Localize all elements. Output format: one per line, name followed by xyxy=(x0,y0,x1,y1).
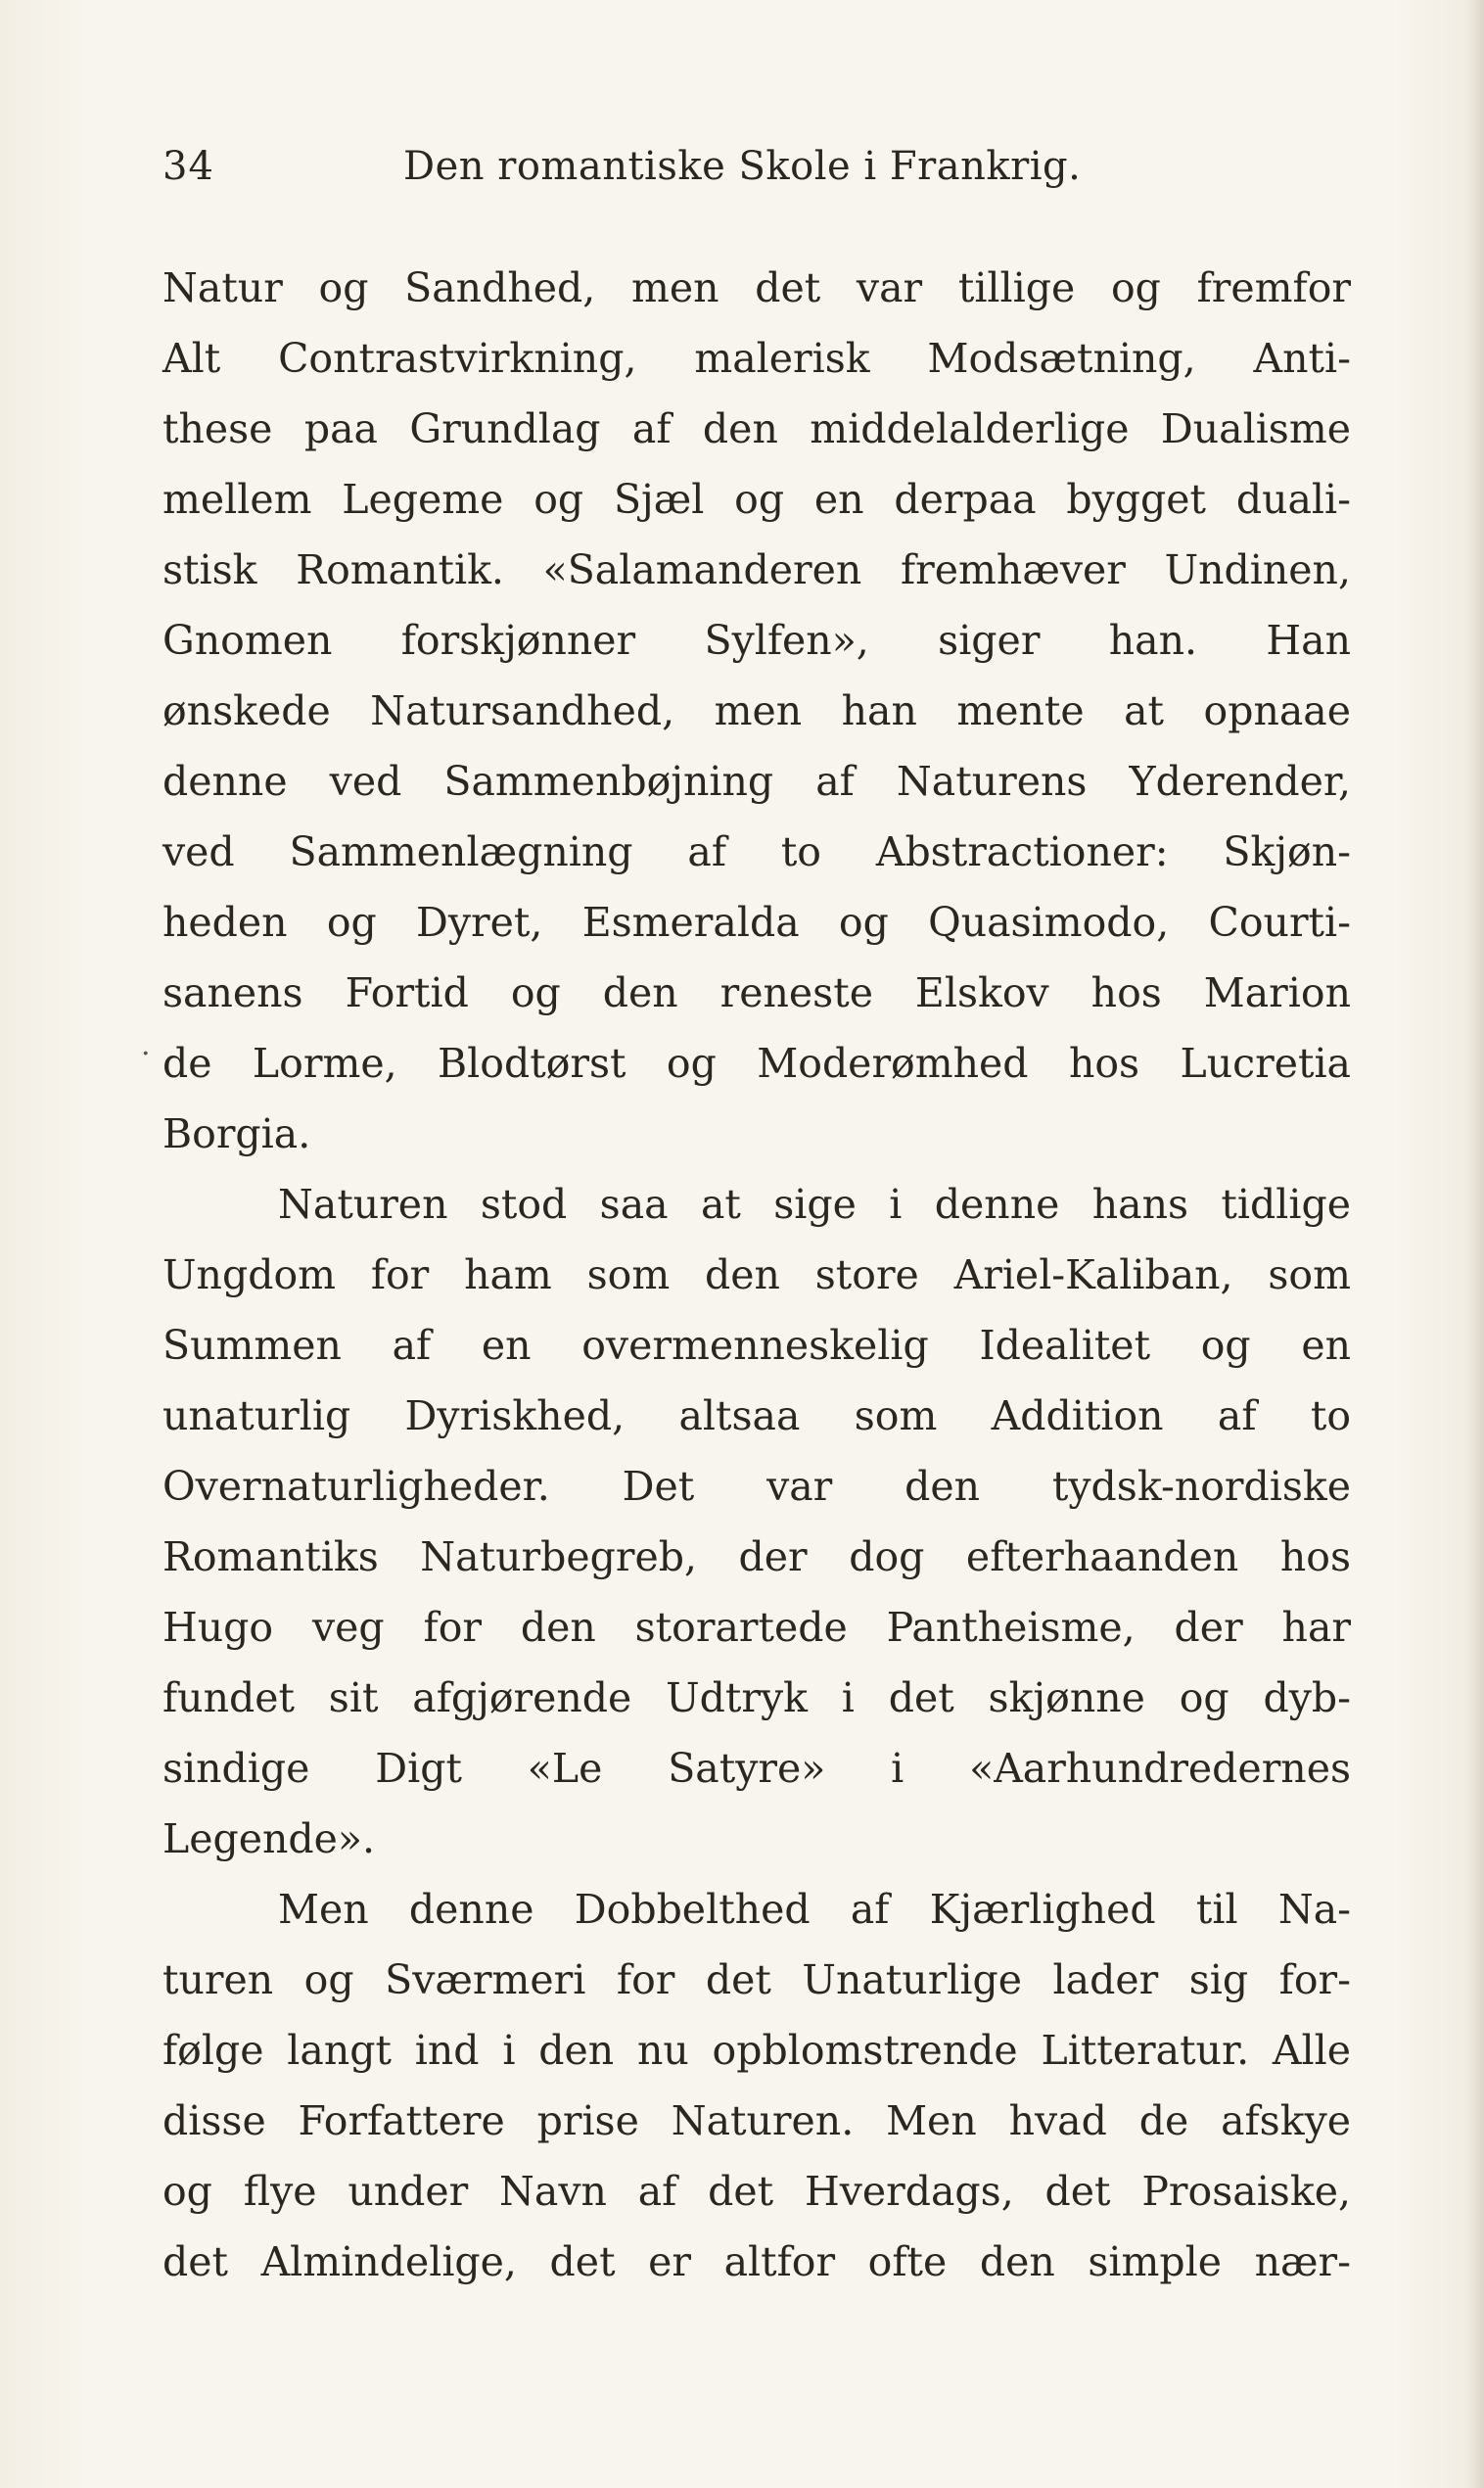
text-line: Summen af en overmenneskelig Idealitet og en xyxy=(162,1322,1351,1369)
page-edge-shadow xyxy=(1466,0,1484,2488)
text-line: fundet sit afgjørende Udtryk i det skjønne og dyb- xyxy=(162,1674,1351,1721)
text-line: Ungdom for ham som den store Ariel-Kaliban, som xyxy=(162,1251,1351,1298)
text-line: følge langt ind i den nu opblomstrende Litteratur. Alle xyxy=(162,2027,1351,2074)
page-header xyxy=(162,137,1357,196)
body-text xyxy=(162,253,1351,2297)
running-title: Den romantiske Skole i Frankrig. xyxy=(403,144,1082,189)
text-line: heden og Dyret, Esmeralda og Quasimodo, Courti- xyxy=(162,899,1351,946)
text-line: stisk Romantik. «Salamanderen fremhæver Undinen, xyxy=(162,546,1351,593)
text-line: Overnaturligheder. Det var den tydsk-nordiske xyxy=(162,1463,1351,1510)
text-line: Men denne Dobbelthed af Kjærlighed til Na- xyxy=(278,1886,1351,1933)
text-line: Alt Contrastvirkning, malerisk Modsætning, Anti- xyxy=(162,335,1351,382)
text-line: disse Forfattere prise Naturen. Men hvad de afskye xyxy=(162,2097,1351,2144)
text-line: Hugo veg for den storartede Pantheisme, der har xyxy=(162,1604,1351,1651)
text-line: og flye under Navn af det Hverdags, det Prosaiske, xyxy=(162,2168,1351,2215)
text-line: sindige Digt «Le Satyre» i «Aarhundredernes xyxy=(162,1745,1351,1792)
text-line: these paa Grundlag af den middelalderlige Dualisme xyxy=(162,405,1351,452)
page-number: 34 xyxy=(162,144,214,189)
text-line: turen og Sværmeri for det Unaturlige lader sig for- xyxy=(162,1956,1351,2003)
text-line: ønskede Natursandhed, men han mente at opnaae xyxy=(162,687,1351,734)
text-line: de Lorme, Blodtørst og Moderømhed hos Lucretia xyxy=(162,1040,1351,1087)
text-line: det Almindelige, det er altfor ofte den simple nær- xyxy=(162,2238,1351,2285)
text-line: Naturen stod saa at sige i denne hans tidlige xyxy=(278,1181,1351,1228)
text-line: mellem Legeme og Sjæl og en derpaa bygget duali- xyxy=(162,476,1351,523)
text-line: ved Sammenlægning af to Abstractioner: Skjøn- xyxy=(162,828,1351,875)
text-line: Legende». xyxy=(162,1815,376,1862)
text-line: sanens Fortid og den reneste Elskov hos Marion xyxy=(162,969,1351,1016)
text-line: Natur og Sandhed, men det var tillige og fremfor xyxy=(162,264,1351,311)
text-line: unaturlig Dyriskhed, altsaa som Addition af to xyxy=(162,1392,1351,1439)
text-line: Gnomen forskjønner Sylfen», siger han. Han xyxy=(162,617,1351,664)
text-line: Romantiks Naturbegreb, der dog efterhaanden hos xyxy=(162,1533,1351,1580)
text-line: denne ved Sammenbøjning af Naturens Yderender, xyxy=(162,758,1351,805)
text-line: Borgia. xyxy=(162,1110,311,1157)
margin-mark: . xyxy=(141,1028,151,1062)
